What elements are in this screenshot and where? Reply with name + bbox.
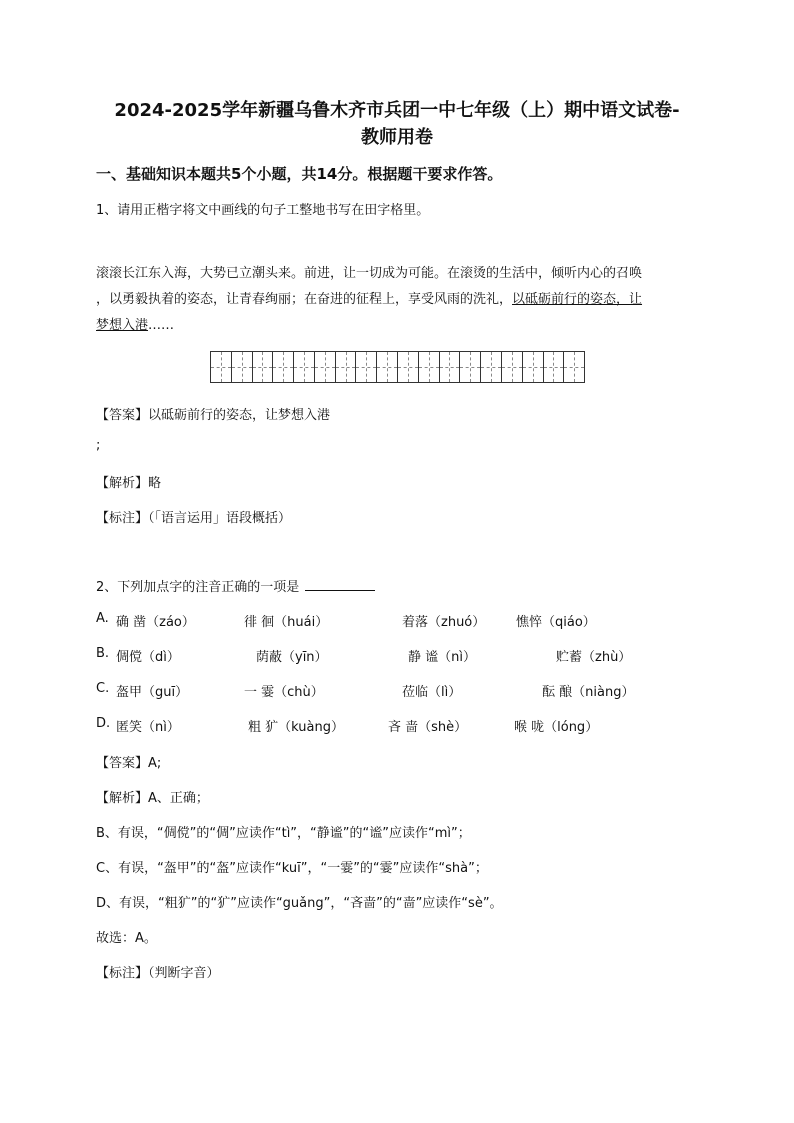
grid-cell [377,352,398,382]
option-item: 匿笑（nì） [116,720,180,735]
option-item: 贮蓄（zhù） [556,650,632,665]
option-item: 倜傥（dì） [116,650,180,665]
q1-analysis: 【解析】略 [96,476,162,491]
q1-tag: 【标注】（「语言运用」语段概括） [96,511,292,526]
option-letter: B. [96,646,110,661]
grid-cell [481,352,502,382]
q2-analysis-b: B、有误，“倜傥”的“倜”应读作“tì”，“静谧”的“谧”应读作“mì”； [96,826,471,841]
q1-prompt: 1、请用正楷字将文中画线的句子工整地书写在田字格里。 [96,203,430,218]
passage-ellipsis: …… [148,318,175,333]
option-letter: C. [96,681,110,696]
q1-passage-line2 [96,288,642,307]
option-item: 喉 咙（lóng） [514,720,599,735]
q2-analysis-d: D、有误，“粗犷”的“犷”应读作“guǎng”，“吝啬”的“啬”应读作“sè”。 [96,896,503,911]
grid-cell [523,352,544,382]
tianzige-grid [210,351,585,383]
option-item: 确 凿（záo） [116,615,195,630]
grid-cell [398,352,419,382]
passage-underlined-text-end: 梦想入港 [96,318,149,333]
q2-option-b [96,646,696,666]
q1-passage-line3 [96,314,174,333]
doc-title-line1: 2024-2025学年新疆乌鲁木齐市兵团一中七年级（上）期中语文试卷- [114,100,680,121]
option-item: 盔甲（guī） [116,685,189,700]
option-item: 吝 啬（shè） [388,720,468,735]
option-item: 静 谧（nì） [408,650,476,665]
grid-cell [315,352,336,382]
option-item: 憔悴（qiáo） [516,615,596,630]
q1-passage-line1: 滚滚长江东入海，大势已立潮头来。前进，让一切成为可能。在滚烫的生活中，倾听内心的召唤 [96,266,643,281]
grid-cell [419,352,440,382]
option-letter: A. [96,611,109,626]
grid-cell [440,352,461,382]
grid-cell [211,352,232,382]
doc-title-line2: 教师用卷 [361,127,433,148]
q2-conclusion: 故选：A。 [96,931,157,946]
q2-tag: 【标注】（判断字音） [96,966,220,981]
q2-prompt [96,576,375,595]
q2-analysis-c: C、有误，“盔甲”的“盔”应读作“kuī”，“一霎”的“霎”应读作“shà”； [96,861,488,876]
grid-cell [336,352,357,382]
grid-cell [232,352,253,382]
grid-cell [564,352,584,382]
option-item: 酝 酿（niàng） [542,685,635,700]
q1-answer: 【答案】以砥砺前行的姿态，让梦想入港 [96,408,331,423]
option-item: 荫蔽（yīn） [256,650,328,665]
answer-blank [305,578,375,591]
q1-semicolon: ; [96,438,101,453]
q2-analysis-head: 【解析】A、正确； [96,791,209,806]
grid-cell [294,352,315,382]
option-letter: D. [96,716,111,731]
q2-option-a [96,611,696,631]
option-item: 一 霎（chù） [244,685,324,700]
passage-plain-text: ，以勇毅执着的姿态，让青春绚丽；在奋进的征程上，享受风雨的洗礼， [96,292,513,307]
grid-cell [356,352,377,382]
grid-cell [502,352,523,382]
grid-cell [544,352,565,382]
grid-cell [273,352,294,382]
grid-cell [460,352,481,382]
q2-answer: 【答案】A; [96,756,162,771]
q2-prompt-text: 2、下列加点字的注音正确的一项是 [96,580,300,595]
passage-underlined-text: 以砥砺前行的姿态，让 [512,292,643,307]
section-heading: 一、基础知识本题共5个小题，共14分。根据题干要求作答。 [96,165,503,183]
grid-cell [253,352,274,382]
option-item: 徘 徊（huái） [244,615,329,630]
option-item: 莅临（lì） [402,685,462,700]
option-item: 粗 犷（kuàng） [248,720,344,735]
q2-option-c [96,681,696,701]
option-item: 着落（zhuó） [402,615,486,630]
q2-option-d [96,716,696,736]
